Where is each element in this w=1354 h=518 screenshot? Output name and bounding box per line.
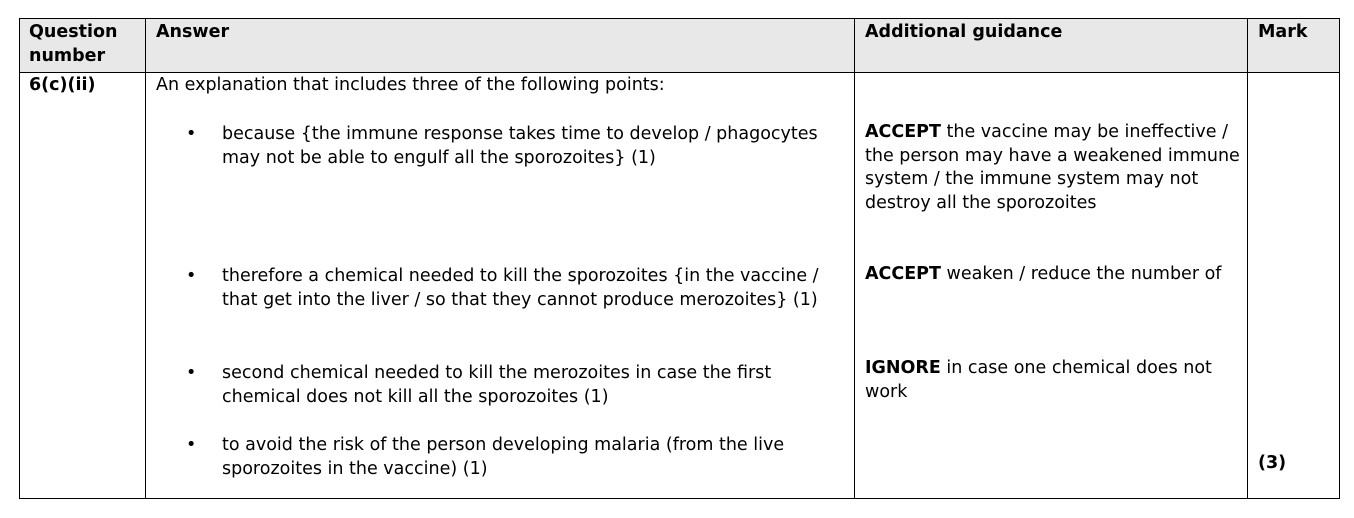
answer-point-4: to avoid the risk of the person developing malaria (from the live sporozoites in the vaccine) (1) xyxy=(222,435,785,479)
header-answer: Answer xyxy=(156,22,230,42)
header-mark: Mark xyxy=(1258,22,1308,42)
header-question-number: Question number xyxy=(29,22,118,66)
guidance-3 xyxy=(865,357,1240,404)
guidance-text: in case one chemical does not work xyxy=(865,358,1212,402)
column-divider xyxy=(854,19,855,498)
guidance-keyword: ACCEPT xyxy=(865,122,941,142)
column-divider xyxy=(145,19,146,498)
header-additional-guidance: Additional guidance xyxy=(865,22,1063,42)
header-divider xyxy=(20,72,1339,73)
answer-point-3: second chemical needed to kill the merozoites in case the first chemical does not kill all the sporozoites (1) xyxy=(222,363,772,407)
guidance-1 xyxy=(865,121,1240,215)
bullet-marker: • xyxy=(186,435,197,455)
bullet-marker: • xyxy=(186,363,197,383)
guidance-2 xyxy=(865,263,1245,287)
answer-intro: An explanation that includes three of the following points: xyxy=(156,75,665,95)
mark-scheme-table xyxy=(19,18,1340,499)
answer-point-2: therefore a chemical needed to kill the sporozoites {in the vaccine / that get into the liver / so that they cannot produce merozoites} (1) xyxy=(222,266,819,310)
mark-value: (3) xyxy=(1258,453,1287,473)
column-divider xyxy=(1247,19,1248,498)
answer-point-1: because {the immune response takes time to develop / phagocytes may not be able to engulf all the sporozoites} (1) xyxy=(222,124,818,168)
bullet-marker: • xyxy=(186,266,197,286)
guidance-text: the vaccine may be ineffective / the person may have a weakened immune system / the immune system may not destroy all the sporozoites xyxy=(865,122,1240,213)
guidance-keyword: IGNORE xyxy=(865,358,941,378)
bullet-marker: • xyxy=(186,124,197,144)
question-number: 6(c)(ii) xyxy=(29,75,96,95)
guidance-text: weaken / reduce the number of xyxy=(940,264,1222,284)
guidance-keyword: ACCEPT xyxy=(865,264,941,284)
